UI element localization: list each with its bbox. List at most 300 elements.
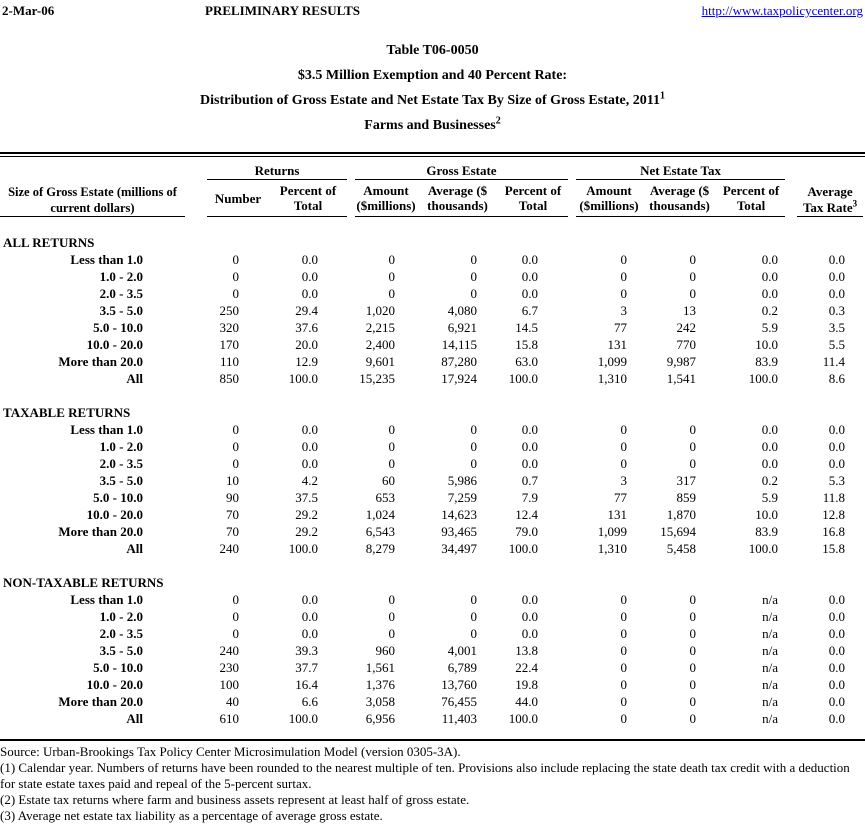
cell-value: 13 bbox=[683, 303, 697, 318]
row-label: All bbox=[126, 371, 143, 386]
column-gap bbox=[347, 157, 355, 217]
farms-businesses-text: Farms and Businesses bbox=[364, 118, 496, 133]
column-gap bbox=[347, 438, 355, 455]
table-row bbox=[0, 336, 863, 353]
cell-value: 0 bbox=[689, 286, 697, 301]
column-gap bbox=[568, 319, 576, 336]
column-gap bbox=[568, 472, 576, 489]
cell-value: 0 bbox=[689, 677, 697, 692]
cell-value: 240 bbox=[219, 541, 239, 556]
column-gap bbox=[347, 370, 355, 387]
column-gap bbox=[185, 285, 207, 302]
hdr-text: Total bbox=[293, 198, 323, 213]
column-gap bbox=[185, 472, 207, 489]
cell-value: 100.0 bbox=[288, 541, 318, 556]
cell-value: n/a bbox=[762, 626, 779, 641]
column-gap bbox=[185, 625, 207, 642]
column-gap bbox=[185, 642, 207, 659]
cell-value: 17,924 bbox=[441, 371, 477, 386]
spacer-cell bbox=[0, 217, 863, 235]
cell-value: 1,561 bbox=[365, 660, 395, 675]
cell-value: 0 bbox=[620, 269, 628, 284]
cell-value: 14,115 bbox=[441, 337, 477, 352]
cell-value: 79.0 bbox=[515, 524, 539, 539]
cell-value: 5.3 bbox=[828, 473, 846, 488]
cell-value: n/a bbox=[762, 609, 779, 624]
cell-value: 10 bbox=[226, 473, 239, 488]
size-header-line1: Size of Gross Estate (millions of bbox=[8, 185, 177, 199]
cell-value: 0 bbox=[232, 439, 239, 454]
cell-value: 14,623 bbox=[441, 507, 477, 522]
cell-value: 0.0 bbox=[828, 422, 846, 437]
cell-value: 6,921 bbox=[447, 320, 477, 335]
column-gap bbox=[347, 642, 355, 659]
table-row bbox=[0, 370, 863, 387]
spacer-row bbox=[0, 217, 863, 235]
cell-value: 0.0 bbox=[301, 626, 318, 641]
hdr-text: Percent of bbox=[279, 183, 337, 198]
cell-value: 131 bbox=[607, 507, 628, 522]
cell-value: 5,458 bbox=[666, 541, 697, 556]
column-gap bbox=[785, 540, 797, 557]
column-gap bbox=[785, 710, 797, 727]
column-gap bbox=[347, 591, 355, 608]
column-gap bbox=[785, 642, 797, 659]
cell-value: 0 bbox=[388, 252, 395, 267]
column-gap bbox=[347, 285, 355, 302]
cell-value: 850 bbox=[219, 371, 239, 386]
cell-value: 1,024 bbox=[365, 507, 395, 522]
cell-value: 100.0 bbox=[508, 371, 539, 386]
column-gap bbox=[568, 438, 576, 455]
column-gap bbox=[347, 455, 355, 472]
cell-value: 0 bbox=[689, 609, 697, 624]
cell-value: 110 bbox=[219, 354, 239, 369]
column-gap bbox=[568, 591, 576, 608]
column-gap bbox=[568, 285, 576, 302]
column-gap bbox=[347, 268, 355, 285]
column-gap bbox=[568, 625, 576, 642]
cell-value: 83.9 bbox=[755, 354, 779, 369]
col-header-average-tax-rate bbox=[797, 157, 863, 217]
column-gap bbox=[785, 353, 797, 370]
cell-value: 653 bbox=[375, 490, 395, 505]
cell-value: 0.0 bbox=[301, 456, 318, 471]
column-gap bbox=[785, 302, 797, 319]
table-row bbox=[0, 302, 863, 319]
cell-value: 6.6 bbox=[301, 694, 318, 709]
cell-value: 63.0 bbox=[515, 354, 539, 369]
cell-value: 0 bbox=[470, 286, 477, 301]
cell-value: 70 bbox=[226, 507, 239, 522]
cell-value: 0.0 bbox=[828, 677, 846, 692]
row-label: More than 20.0 bbox=[58, 694, 143, 709]
column-gap bbox=[785, 472, 797, 489]
hdr-text: Amount bbox=[363, 183, 409, 198]
table-row bbox=[0, 608, 863, 625]
column-gap bbox=[185, 268, 207, 285]
cell-value: 0.2 bbox=[761, 473, 779, 488]
cell-value: 859 bbox=[676, 490, 697, 505]
col-header-ge-amount bbox=[355, 180, 417, 217]
hdr-text: thousands) bbox=[649, 198, 710, 213]
cell-value: 83.9 bbox=[755, 524, 779, 539]
table-row bbox=[0, 251, 863, 268]
column-gap bbox=[785, 523, 797, 540]
table-row bbox=[0, 523, 863, 540]
row-label: All bbox=[126, 541, 143, 556]
column-gap bbox=[785, 336, 797, 353]
cell-value: 8,279 bbox=[365, 541, 395, 556]
section-header-row bbox=[0, 234, 863, 251]
cell-value: 11,403 bbox=[441, 711, 477, 726]
cell-value: 0 bbox=[620, 439, 628, 454]
column-gap bbox=[785, 268, 797, 285]
cell-value: 131 bbox=[607, 337, 628, 352]
row-label: 3.5 - 5.0 bbox=[99, 473, 143, 488]
preliminary-results-label: PRELIMINARY RESULTS bbox=[205, 3, 360, 18]
footnote-1: (1) Calendar year. Numbers of returns have been rounded to the nearest multiple of ten. Provisions also include replacing the state death tax credit with a deduction for state estate taxes paid and repeal of the 5-percent surtax. bbox=[0, 760, 850, 791]
cell-value: 1,541 bbox=[666, 371, 697, 386]
cell-value: 0.0 bbox=[521, 422, 539, 437]
cell-value: 0.0 bbox=[828, 286, 846, 301]
cell-value: 0 bbox=[620, 643, 628, 658]
hdr-text: Total bbox=[518, 198, 548, 213]
cell-value: 11.4 bbox=[822, 354, 846, 369]
cell-value: 0 bbox=[620, 592, 628, 607]
cell-value: 0.2 bbox=[761, 303, 779, 318]
column-gap bbox=[785, 659, 797, 676]
cell-value: 14.5 bbox=[515, 320, 539, 335]
group-header-returns: Returns bbox=[207, 157, 347, 180]
column-gap bbox=[568, 659, 576, 676]
table-row bbox=[0, 353, 863, 370]
column-gap bbox=[568, 506, 576, 523]
table-row bbox=[0, 506, 863, 523]
cell-value: 1,099 bbox=[597, 524, 628, 539]
cell-value: 77 bbox=[614, 490, 628, 505]
cell-value: 0.0 bbox=[301, 269, 318, 284]
column-gap bbox=[568, 302, 576, 319]
table-row bbox=[0, 421, 863, 438]
cell-value: n/a bbox=[762, 694, 779, 709]
column-gap bbox=[568, 642, 576, 659]
cell-value: 6,789 bbox=[447, 660, 477, 675]
table-row bbox=[0, 319, 863, 336]
cell-value: 0.0 bbox=[828, 456, 846, 471]
table-row bbox=[0, 438, 863, 455]
table-row bbox=[0, 710, 863, 727]
cell-value: 0 bbox=[620, 677, 628, 692]
cell-value: 0 bbox=[470, 269, 477, 284]
column-gap bbox=[185, 506, 207, 523]
cell-value: 4,080 bbox=[447, 303, 477, 318]
cell-value: 76,455 bbox=[441, 694, 477, 709]
cell-value: 0.0 bbox=[828, 252, 846, 267]
column-gap bbox=[185, 157, 207, 217]
column-gap bbox=[785, 285, 797, 302]
cell-value: 0.7 bbox=[521, 473, 539, 488]
page bbox=[0, 3, 865, 823]
cell-value: 0.0 bbox=[828, 439, 846, 454]
row-label: 5.0 - 10.0 bbox=[93, 490, 143, 505]
cell-value: 100.0 bbox=[508, 541, 539, 556]
cell-value: 0 bbox=[470, 626, 477, 641]
cell-value: 13.8 bbox=[515, 643, 539, 658]
column-gap bbox=[185, 319, 207, 336]
footnote-ref-1: 1 bbox=[659, 90, 665, 102]
cell-value: 0.0 bbox=[761, 422, 779, 437]
column-gap bbox=[185, 370, 207, 387]
cell-value: 87,280 bbox=[441, 354, 477, 369]
column-gap bbox=[347, 659, 355, 676]
col-header-ge-percent-of-total bbox=[498, 180, 568, 217]
cell-value: 37.6 bbox=[295, 320, 318, 335]
cell-value: 0 bbox=[689, 626, 697, 641]
cell-value: 0.0 bbox=[828, 269, 846, 284]
column-gap bbox=[347, 710, 355, 727]
column-gap bbox=[347, 472, 355, 489]
column-gap bbox=[785, 319, 797, 336]
cell-value: 5,986 bbox=[447, 473, 477, 488]
cell-value: 250 bbox=[219, 303, 239, 318]
cell-value: 1,099 bbox=[597, 354, 628, 369]
column-gap bbox=[347, 608, 355, 625]
distribution-title bbox=[0, 88, 865, 113]
cell-value: 6.7 bbox=[521, 303, 539, 318]
cell-value: 0 bbox=[388, 456, 395, 471]
section-header-row bbox=[0, 404, 863, 421]
cell-value: 0 bbox=[388, 609, 395, 624]
group-header-row bbox=[0, 157, 863, 180]
cell-value: 16.8 bbox=[822, 524, 846, 539]
cell-value: 29.4 bbox=[295, 303, 318, 318]
column-gap bbox=[347, 676, 355, 693]
cell-value: 29.2 bbox=[295, 524, 318, 539]
table-row bbox=[0, 642, 863, 659]
column-gap bbox=[185, 455, 207, 472]
cell-value: n/a bbox=[762, 643, 779, 658]
column-gap bbox=[185, 659, 207, 676]
row-label: 1.0 - 2.0 bbox=[99, 439, 143, 454]
row-label: 2.0 - 3.5 bbox=[99, 626, 143, 641]
farms-businesses-subtitle bbox=[0, 113, 865, 138]
cell-value: 0.0 bbox=[828, 626, 846, 641]
table-row bbox=[0, 268, 863, 285]
column-gap bbox=[785, 157, 797, 217]
column-gap bbox=[785, 438, 797, 455]
column-gap bbox=[185, 489, 207, 506]
cell-value: 0 bbox=[689, 643, 697, 658]
cell-value: 13,760 bbox=[441, 677, 477, 692]
table-row bbox=[0, 285, 863, 302]
cell-value: 0 bbox=[388, 626, 395, 641]
cell-value: 7.9 bbox=[521, 490, 539, 505]
column-gap bbox=[185, 608, 207, 625]
spacer-cell bbox=[0, 557, 863, 574]
cell-value: 230 bbox=[219, 660, 239, 675]
column-gap bbox=[568, 523, 576, 540]
cell-value: 12.4 bbox=[515, 507, 539, 522]
hdr-text: Percent of bbox=[722, 183, 780, 198]
cell-value: 44.0 bbox=[515, 694, 539, 709]
column-gap bbox=[185, 693, 207, 710]
col-header-net-amount bbox=[576, 180, 642, 217]
cell-value: 0 bbox=[232, 269, 239, 284]
cell-value: 1,870 bbox=[666, 507, 697, 522]
row-label: 5.0 - 10.0 bbox=[93, 660, 143, 675]
cell-value: 22.4 bbox=[515, 660, 539, 675]
hdr-text: thousands) bbox=[427, 198, 488, 213]
cell-value: 15.8 bbox=[515, 337, 539, 352]
row-label: More than 20.0 bbox=[58, 524, 143, 539]
cell-value: 29.2 bbox=[295, 507, 318, 522]
row-label: Less than 1.0 bbox=[70, 592, 143, 607]
cell-value: 0.0 bbox=[828, 660, 846, 675]
footnote-2: (2) Estate tax returns where farm and business assets represent at least half of gross estate. bbox=[0, 792, 470, 807]
column-gap bbox=[568, 251, 576, 268]
cell-value: 0 bbox=[388, 422, 395, 437]
col-header-net-average bbox=[642, 180, 717, 217]
row-label: 2.0 - 3.5 bbox=[99, 456, 143, 471]
group-header-gross-estate: Gross Estate bbox=[355, 157, 568, 180]
cell-value: 0.0 bbox=[761, 456, 779, 471]
cell-value: n/a bbox=[762, 711, 779, 726]
cell-value: 0 bbox=[620, 694, 628, 709]
column-gap bbox=[568, 336, 576, 353]
cell-value: 5.5 bbox=[828, 337, 846, 352]
table-row bbox=[0, 540, 863, 557]
cell-value: 770 bbox=[676, 337, 697, 352]
row-label: 10.0 - 20.0 bbox=[86, 507, 143, 522]
column-gap bbox=[347, 353, 355, 370]
cell-value: 20.0 bbox=[295, 337, 318, 352]
cell-value: 3.5 bbox=[828, 320, 846, 335]
cell-value: 40 bbox=[226, 694, 239, 709]
cell-value: 0 bbox=[689, 711, 697, 726]
cell-value: 0 bbox=[232, 252, 239, 267]
cell-value: 0 bbox=[620, 660, 628, 675]
column-gap bbox=[347, 319, 355, 336]
cell-value: 0 bbox=[232, 609, 239, 624]
cell-value: 242 bbox=[676, 320, 697, 335]
cell-value: 170 bbox=[219, 337, 239, 352]
cell-value: 3 bbox=[620, 473, 628, 488]
cell-value: 90 bbox=[226, 490, 239, 505]
distribution-title-text: Distribution of Gross Estate and Net Estate Tax By Size of Gross Estate, 2011 bbox=[200, 93, 660, 108]
cell-value: 4,001 bbox=[447, 643, 477, 658]
column-gap bbox=[568, 676, 576, 693]
col-header-returns-percent-of-total bbox=[269, 180, 347, 217]
table-row bbox=[0, 693, 863, 710]
column-gap bbox=[785, 370, 797, 387]
column-gap bbox=[568, 608, 576, 625]
cell-value: 0.0 bbox=[828, 643, 846, 658]
spacer-row bbox=[0, 557, 863, 574]
column-gap bbox=[347, 523, 355, 540]
source-note: Source: Urban-Brookings Tax Policy Center Microsimulation Model (version 0305-3A). bbox=[0, 744, 461, 759]
hdr-text: Total bbox=[736, 198, 766, 213]
cell-value: 0 bbox=[620, 711, 628, 726]
cell-value: 0.0 bbox=[761, 286, 779, 301]
cell-value: 0 bbox=[689, 252, 697, 267]
column-gap bbox=[568, 421, 576, 438]
cell-value: 0 bbox=[232, 592, 239, 607]
column-gap bbox=[185, 421, 207, 438]
column-gap bbox=[347, 540, 355, 557]
taxpolicycenter-link[interactable]: http://www.taxpolicycenter.org bbox=[701, 3, 863, 18]
cell-value: 60 bbox=[382, 473, 395, 488]
column-gap bbox=[347, 489, 355, 506]
cell-value: 37.7 bbox=[295, 660, 318, 675]
cell-value: 0 bbox=[620, 456, 628, 471]
section-title: TAXABLE RETURNS bbox=[3, 405, 131, 420]
cell-value: 10.0 bbox=[755, 507, 779, 522]
cell-value: 0.0 bbox=[301, 286, 318, 301]
cell-value: 0 bbox=[620, 609, 628, 624]
table-row bbox=[0, 489, 863, 506]
row-label: Less than 1.0 bbox=[70, 422, 143, 437]
cell-value: 0.0 bbox=[301, 609, 318, 624]
cell-value: 100.0 bbox=[748, 541, 779, 556]
column-gap bbox=[568, 353, 576, 370]
cell-value: 9,601 bbox=[365, 354, 395, 369]
cell-value: 0.3 bbox=[828, 303, 846, 318]
column-gap bbox=[185, 353, 207, 370]
cell-value: 1,310 bbox=[597, 371, 628, 386]
section-title: ALL RETURNS bbox=[3, 235, 95, 250]
column-gap bbox=[185, 540, 207, 557]
footnotes bbox=[0, 741, 865, 824]
cell-value: 0 bbox=[689, 456, 697, 471]
hdr-text: ($millions) bbox=[579, 198, 639, 213]
column-gap bbox=[568, 268, 576, 285]
cell-value: 0.0 bbox=[301, 439, 318, 454]
cell-value: 0 bbox=[689, 660, 697, 675]
column-gap bbox=[785, 251, 797, 268]
cell-value: 0 bbox=[470, 609, 477, 624]
row-label: All bbox=[126, 711, 143, 726]
cell-value: 9,987 bbox=[666, 354, 697, 369]
hdr-text: Amount bbox=[586, 183, 632, 198]
column-gap bbox=[347, 625, 355, 642]
column-gap bbox=[185, 676, 207, 693]
col-header-ge-average bbox=[417, 180, 498, 217]
column-gap bbox=[785, 676, 797, 693]
row-label: 5.0 - 10.0 bbox=[93, 320, 143, 335]
cell-value: 0.0 bbox=[828, 711, 846, 726]
cell-value: 70 bbox=[226, 524, 239, 539]
cell-value: 0 bbox=[470, 439, 477, 454]
column-gap bbox=[185, 523, 207, 540]
cell-value: 0 bbox=[470, 456, 477, 471]
cell-value: 0.0 bbox=[301, 252, 318, 267]
col-header-net-percent-of-total bbox=[717, 180, 785, 217]
cell-value: 100.0 bbox=[508, 711, 539, 726]
cell-value: 610 bbox=[219, 711, 239, 726]
cell-value: 2,400 bbox=[365, 337, 395, 352]
cell-value: 0 bbox=[620, 626, 628, 641]
cell-value: 0.0 bbox=[301, 592, 318, 607]
column-gap bbox=[185, 251, 207, 268]
cell-value: 0 bbox=[689, 694, 697, 709]
column-gap bbox=[347, 251, 355, 268]
cell-value: 0.0 bbox=[761, 269, 779, 284]
column-gap bbox=[568, 540, 576, 557]
cell-value: n/a bbox=[762, 677, 779, 692]
cell-value: 0 bbox=[620, 286, 628, 301]
table-row bbox=[0, 591, 863, 608]
